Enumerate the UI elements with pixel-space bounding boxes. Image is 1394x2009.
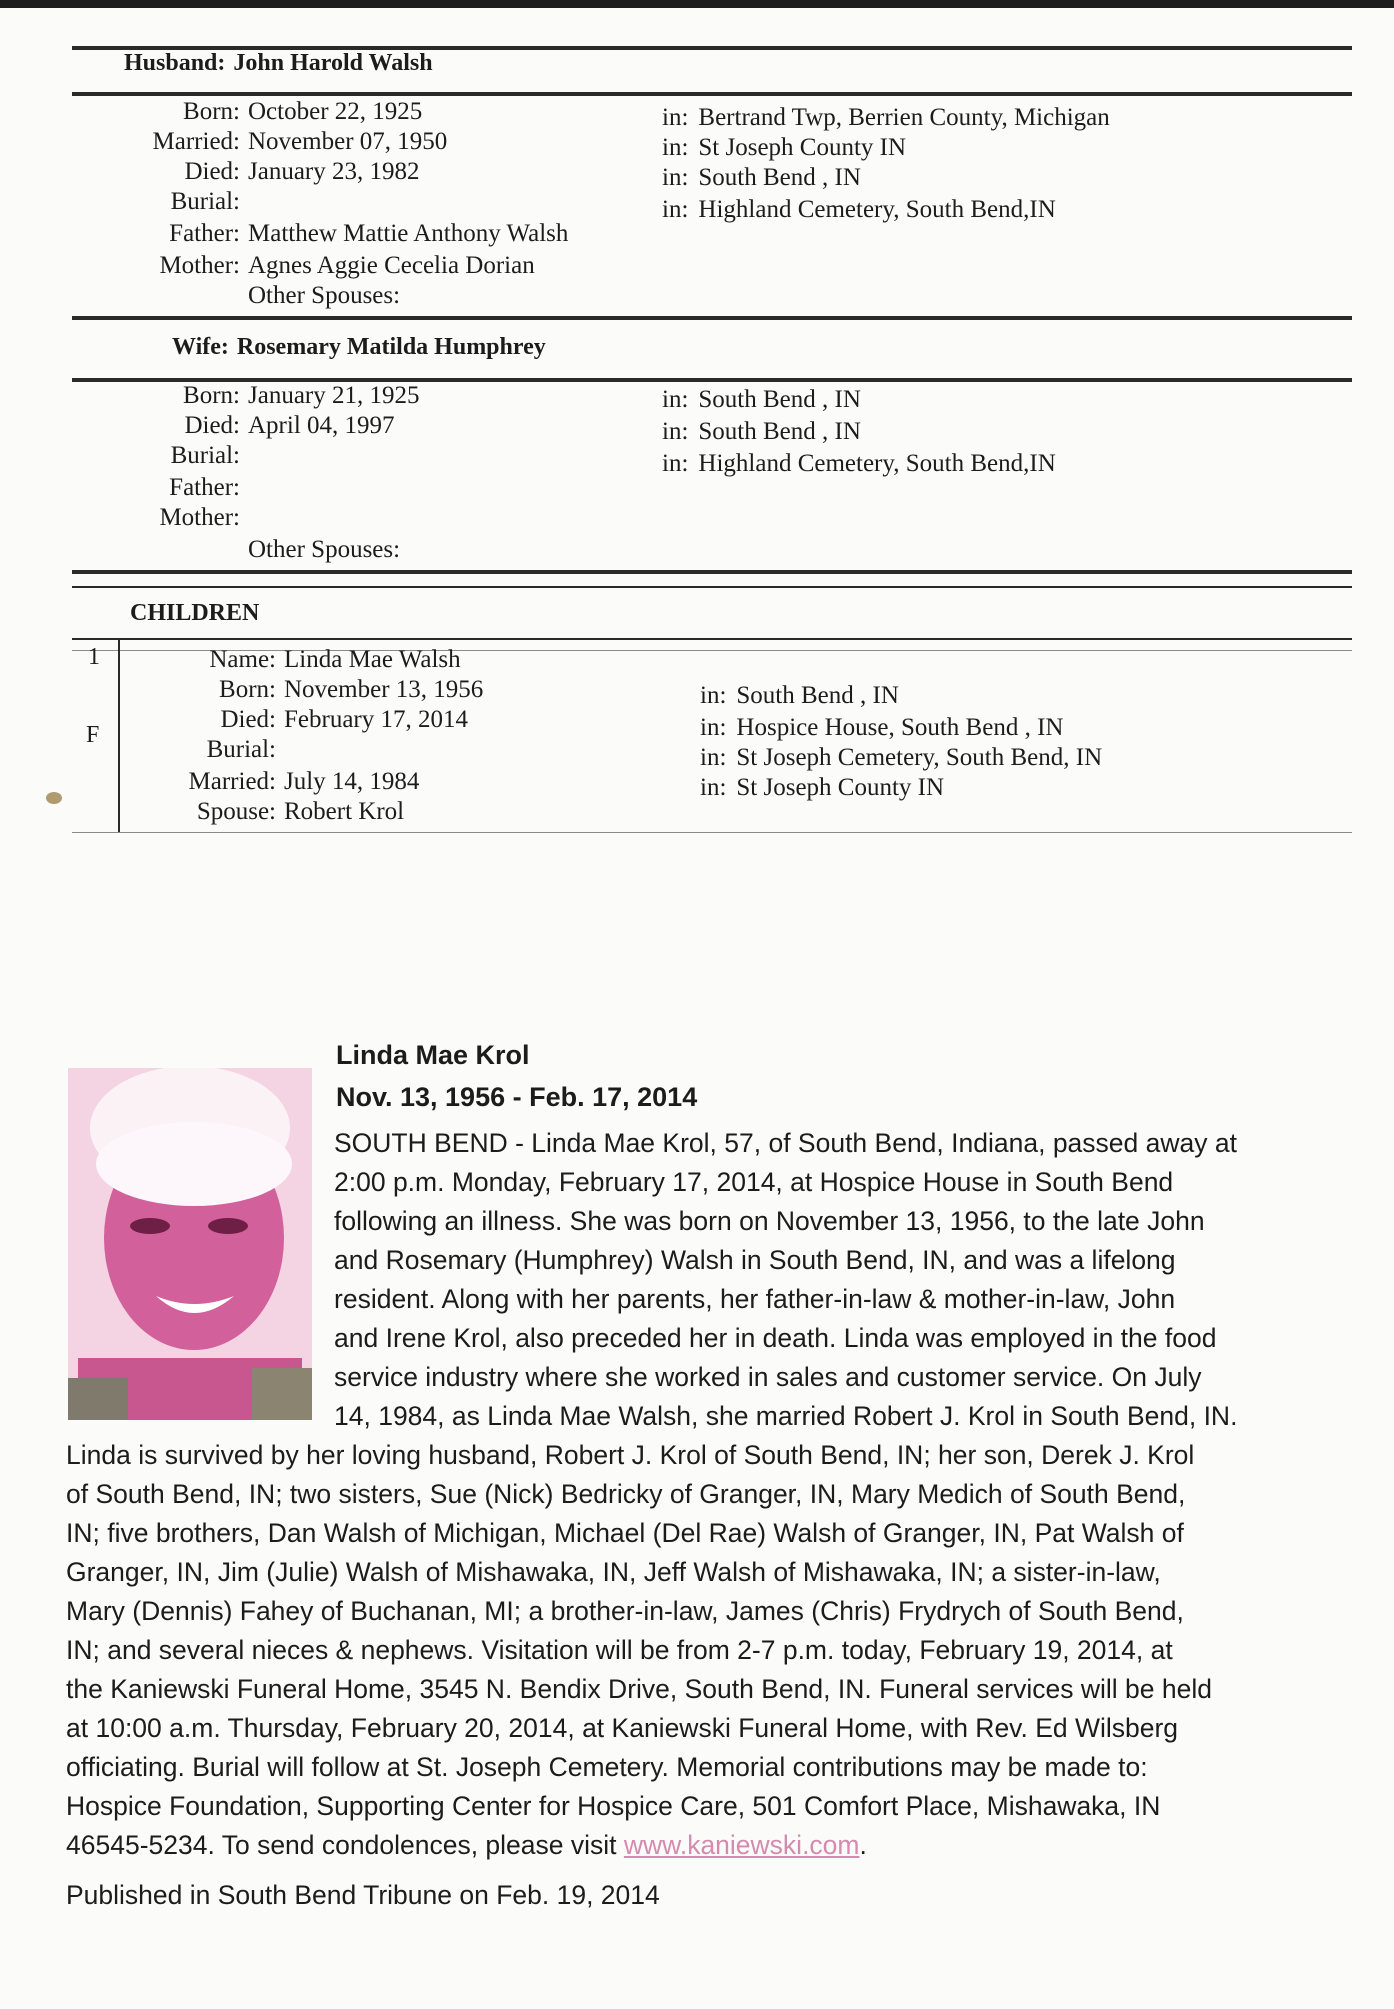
in-label: in: [700,774,727,801]
obituary-line: resident. Along with her parents, her father-in-law & mother-in-law, John [334,1284,1176,1314]
field-label: Mother: [159,504,240,531]
obituary-line: Mary (Dennis) Fahey of Buchanan, MI; a brother-in-law, James (Chris) Frydrych of South Bend, [66,1596,1184,1626]
field-label: Burial: [170,442,240,469]
child-sex: F [86,722,100,748]
top-edge-bar [0,0,1394,8]
field-label: Spouse: [196,798,276,825]
place-value: Bertrand Twp, Berrien County, Michigan [698,104,1110,131]
place-value: South Bend , IN [698,164,861,191]
child-died-place [700,714,1063,742]
obituary-line: IN; and several nieces & nephews. Visitation will be from 2-7 p.m. today, February 19, 2014, at [66,1635,1173,1665]
in-label: in: [662,134,689,161]
husband-heading [124,50,433,77]
field-value: November 07, 1950 [248,128,448,155]
husband-born [183,98,423,126]
field-value: Agnes Aggie Cecelia Dorian [248,252,535,279]
field-label: Married: [152,128,240,155]
child-born [219,676,484,704]
obituary-line: IN; five brothers, Dan Walsh of Michigan, Michael (Del Rae) Walsh of Granger, IN, Pat Walsh of [66,1518,1184,1548]
obituary-line: Hospice Foundation, Supporting Center for Hospice Care, 501 Comfort Place, Mishawaka, IN [66,1791,1161,1821]
child-spouse [196,798,405,826]
children-heading [130,600,259,627]
place-value: South Bend , IN [698,418,861,445]
wife-heading [172,334,546,361]
wife-born-place [662,386,861,414]
obituary-line: Granger, IN, Jim (Julie) Walsh of Mishawaka, IN, Jeff Walsh of Mishawaka, IN; a sister-in-law, [66,1557,1161,1587]
obituary-published: Published in South Bend Tribune on Feb. 19, 2014 [66,1880,660,1910]
field-label: Burial: [206,736,276,763]
field-label: Died: [184,158,240,185]
obituary-line: following an illness. She was born on November 13, 1956, to the late John [334,1206,1205,1236]
husband-name: John Harold Walsh [233,50,433,76]
husband-married [152,128,448,156]
place-value: South Bend , IN [698,386,861,413]
child-number: 1 [88,644,100,670]
wife-died-place [662,418,861,446]
field-value: Linda Mae Walsh [284,646,461,673]
in-label: in: [700,682,727,709]
in-label: in: [700,714,727,741]
child-born-place [700,682,899,710]
obituary-line: SOUTH BEND - Linda Mae Krol, 57, of South Bend, Indiana, passed away at [334,1128,1237,1158]
field-value: July 14, 1984 [284,768,420,795]
husband-other-spouses [248,282,400,310]
rule [72,570,1352,574]
obituary-line: 2:00 p.m. Monday, February 17, 2014, at Hospice House in South Bend [334,1167,1174,1197]
husband-born-place [662,104,1110,132]
field-label: Born: [183,382,240,409]
rule [72,586,1352,588]
husband-died-place [662,164,861,192]
obituary-line: officiating. Burial will follow at St. Joseph Cemetery. Memorial contributions may be made to: [66,1752,1148,1782]
wife-name: Rosemary Matilda Humphrey [236,334,546,360]
obituary-line: Linda is survived by her loving husband, Robert J. Krol of South Bend, IN; her son, Derek J. Krol [66,1440,1195,1470]
kaniewski-link[interactable]: www.kaniewski.com [623,1830,860,1860]
field-label: Born: [183,98,240,125]
in-label: in: [662,196,689,223]
field-label: Name: [209,646,276,673]
obituary-line-text: . [859,1830,867,1860]
children-heading-label: CHILDREN [130,600,260,626]
child-married-place [700,774,944,802]
in-label: in: [662,450,689,477]
obituary-line: at 10:00 a.m. Thursday, February 20, 2014, at Kaniewski Funeral Home, with Rev. Ed Wilsberg [66,1713,1179,1743]
rule [72,832,1352,833]
child-died [220,706,468,734]
field-label: Father: [169,220,240,247]
field-value: October 22, 1925 [248,98,423,125]
in-label: in: [662,386,689,413]
husband-father [169,220,569,248]
place-value: Hospice House, South Bend , IN [736,714,1064,741]
husband-married-place [662,134,906,162]
obituary-line: of South Bend, IN; two sisters, Sue (Nick) Bedricky of Granger, IN, Mary Medich of South Bend, [66,1479,1186,1509]
portrait-image [68,1068,312,1420]
field-label: Died: [184,412,240,439]
child-name [209,646,461,674]
field-value: Matthew Mattie Anthony Walsh [248,220,569,247]
husband-burial-place [662,196,1056,224]
wife-born [183,382,420,410]
husband-mother [159,252,535,280]
wife-other-spouses [248,536,400,564]
place-value: Highland Cemetery, South Bend,IN [698,450,1056,477]
husband-heading-label: Husband: [124,50,226,76]
child-married [188,768,420,796]
field-label: Married: [188,768,276,795]
place-value: St Joseph County IN [736,774,945,801]
field-label: Burial: [170,188,240,215]
field-value: April 04, 1997 [248,412,395,439]
rule [72,92,1352,96]
place-value: South Bend , IN [736,682,899,709]
field-label: Died: [220,706,276,733]
obituary-name: Linda Mae Krol [336,1040,530,1070]
wife-died [184,412,395,440]
obituary-photo [68,1068,312,1420]
obituary-dates: Nov. 13, 1956 - Feb. 17, 2014 [336,1082,698,1112]
place-value: St Joseph County IN [698,134,907,161]
in-label: in: [662,104,689,131]
field-label: Mother: [159,252,240,279]
obituary-line: and Rosemary (Humphrey) Walsh in South Bend, IN, and was a lifelong [334,1245,1176,1275]
paper-speck [46,792,62,804]
rule [72,638,1352,640]
place-value: Highland Cemetery, South Bend,IN [698,196,1056,223]
field-value: January 23, 1982 [248,158,420,185]
field-value: February 17, 2014 [284,706,468,733]
husband-died [184,158,420,186]
field-value: January 21, 1925 [248,382,420,409]
wife-burial-place [662,450,1056,478]
child-burial-place [700,744,1102,772]
place-value: St Joseph Cemetery, South Bend, IN [736,744,1103,771]
field-label: Born: [219,676,276,703]
field-value: Robert Krol [284,798,405,825]
wife-heading-label: Wife: [172,334,229,360]
obituary-last-line [66,1826,867,1865]
obituary-line: 14, 1984, as Linda Mae Walsh, she married Robert J. Krol in South Bend, IN. [334,1401,1238,1431]
in-label: in: [662,418,689,445]
field-value: November 13, 1956 [284,676,484,703]
obituary-line-text: 46545-5234. To send condolences, please visit [66,1830,624,1860]
obituary-line: service industry where she worked in sales and customer service. On July [334,1362,1202,1392]
rule [72,316,1352,320]
obituary-line: the Kaniewski Funeral Home, 3545 N. Bendix Drive, South Bend, IN. Funeral services will be held [66,1674,1212,1704]
in-label: in: [662,164,689,191]
field-label: Father: [169,474,240,501]
child-column-divider [118,640,120,832]
field-label: Other Spouses: [248,536,401,563]
obituary-line: and Irene Krol, also preceded her in death. Linda was employed in the food [334,1323,1217,1353]
field-label: Other Spouses: [248,282,401,309]
in-label: in: [700,744,727,771]
